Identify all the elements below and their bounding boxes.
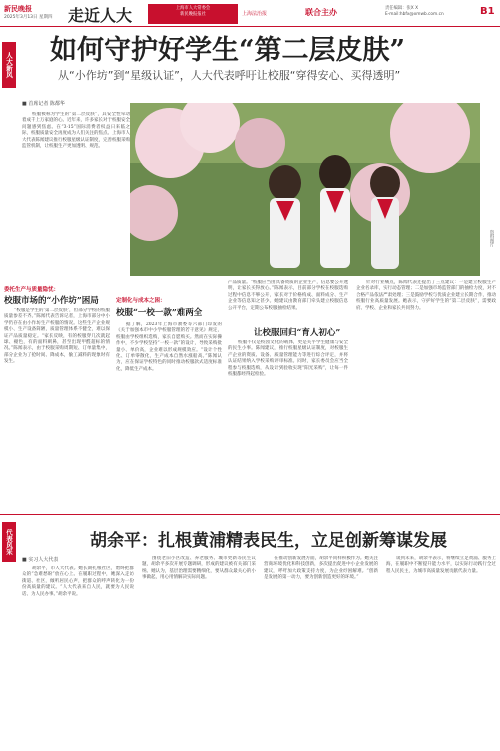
editor: 责任编辑：张X X xyxy=(385,6,419,11)
photo xyxy=(130,103,480,276)
photo-illustration xyxy=(130,103,480,276)
col3-body: 产品质量。“校服应当由具备资质的企业生产，信息要公开透明，让家长买得放心。”陈闻表示，目前部分学校在校服选购过程中信息不够公开，家长对于价格构成、面料成分、生产企业等信息知之甚少。她建议由教育部门牵头建立校服信息公开平台，定期公布校服抽检结果。 xyxy=(228,280,348,311)
photo-caption: 资料图片 xyxy=(489,230,494,248)
subhead-1b: 校服市场的“小作坊”困局 xyxy=(4,296,99,306)
a2-col4: 谈到未来，胡余平表示，将继续立足黄浦、服务上海，在履职中不断提升能力水平，以实际行动践行全过程人民民主，为城市高质量发展贡献代表力量。 xyxy=(386,556,496,574)
subhead-1a: 委托生产与质量隐忧： xyxy=(4,287,60,293)
headline-2: 胡余平：扎根黄浦精表民生，立足创新筹谋发展 xyxy=(90,531,447,551)
date-line: 2025年3月13日 星期四 xyxy=(4,15,53,20)
col4-body: 针对行业痛点，陈闻代表还提出了三点建议：一是建立校服生产企业名录库，实行动态管理；二是加强市场监管部门的抽检力度，对不合格产品依法严肃处理；三是鼓励学校与优质企业建立长期合作，推动校服行业高质量发展。她表示，守护好学生的“第二层皮肤”，需要政府、学校、企业和家长共同努力。 xyxy=(356,280,496,311)
a2-col3: 在推动创新发展方面，胡余平同样积极作为。她关注营商环境优化和科技创新，多次提出促进中小企业发展的建议，呼吁加大政策支持力度，为企业纾困解难。“创新是发展的第一动力，要为创新创造更好的环境。” xyxy=(264,556,378,581)
page-number: B1 xyxy=(480,6,495,17)
byline: ■ 首席记者 陈都华 xyxy=(22,101,65,107)
byline-2: ■ 实习人大代表 xyxy=(22,557,59,563)
a2-col1: 胡余平，市人大代表。她长期扎根社区，始终把群众的“急难愁盼”放在心上。在履职过程中，她深入走访街道、社区，倾听居民心声，把群众的呼声转化为一份份高质量的建议。“人大代表来自人民，就要为人民说话、为人民办事。”胡余平说。 xyxy=(22,566,134,597)
subheadline: 从“小作坊”到“星级认证”，人大代表呼吁让校服“穿得安心、买得透明” xyxy=(58,69,401,82)
headline: 如何守护好学生“第二层皮肤” xyxy=(50,35,406,66)
section-label: 人大新风 xyxy=(2,42,16,88)
co-organizers xyxy=(148,4,238,24)
paper-name: 新民晚报 xyxy=(4,5,32,13)
email: E-mail:hbfx@xmwb.com.cn xyxy=(385,12,444,17)
masthead xyxy=(0,0,500,27)
lead-paragraph: 校服被称为学生的“第二层皮肤”，其安全性牵动着成千上万家庭的心。近年来，许多家长对于校服安全问题感到焦虑。在“3·15”国际消费者权益日来临之际，校服质量安全再度成为人们关注的焦点。上海市人大代表陈闻建议推行校服星级认证制度，完善校服采购监管机制，让校服生产更加透明、规范。 xyxy=(22,112,130,150)
slogan-line1: 上海市人大常委会 xyxy=(175,6,211,11)
slogan-line2: 新民晚报报社 xyxy=(180,12,206,17)
section-divider xyxy=(0,514,500,515)
subhead-2b: 校服“一校一款”难两全 xyxy=(116,308,203,318)
a2-col2: 围绕老旧小区改造、养老服务、城市更新等民生议题，胡余平多次开展专题调研，形成的建议被有关部门采纳。她认为，基层治理需要精细化，要从群众最关心的小事做起，用心用情解决实际问题。 xyxy=(142,556,256,581)
column-tag: 走近人大 xyxy=(68,6,133,25)
slogan-line3: 上海法治报 xyxy=(242,11,268,17)
subhead-3: 让校服回归“育人初心” xyxy=(254,328,341,338)
subhead-2a: 定制化与成本之困： xyxy=(116,298,166,304)
cobrand: 联合主办 xyxy=(305,8,337,17)
col3-body-2: 校服不仅是校园文化的载体，更是关乎学生健康与安全的民生小事。陈闻建议，推行校服星级认证制度，对校服生产企业的资质、设备、质量管理能力等进行综合评定，并将认证结果纳入学校采购评审标准。同时，家长委员会应当全程参与校服选购，从设计到验收实现“阳光采购”，让每一件校服都经得起检验。 xyxy=(228,340,348,378)
section-label-2: 代表风采 xyxy=(2,522,16,562)
col2-body: 据了解，2023年上海市教委等六部门印发的《关于加强本市中小学校服管理的若干意见》规定，校服由学校组织选购，家长自愿购买。然而在实际操作中，不少学校坚持“一校一款”的设计，导致采购批量小、单价高，企业难以形成规模效应。“设计个性化、订单零散化，生产成本自然水涨船高。”陈闻认为，应在保证学校特色的同时推动校服款式适度标准化，降低生产成本。 xyxy=(116,322,222,372)
col1-body: “校服是学生的‘第二层皮肤’，但部分学校的校服质量参差不齐。”陈闻代表告诉记者，上海市部分中小学仍存在由小作坊生产校服的情况。这些生产企业规模小、生产设备简陋，质量管理体系不健全，难以保证产品质量稳定。“家长反映，有的校服穿几次就起球、褪色，有的面料刺鼻，甚至出现甲醛超标的情况。”陈闻表示，由于校服采购周期短、订单量集中，部分企业为了抢时间、降成本，偷工减料的现象时有发生。 xyxy=(4,308,110,365)
